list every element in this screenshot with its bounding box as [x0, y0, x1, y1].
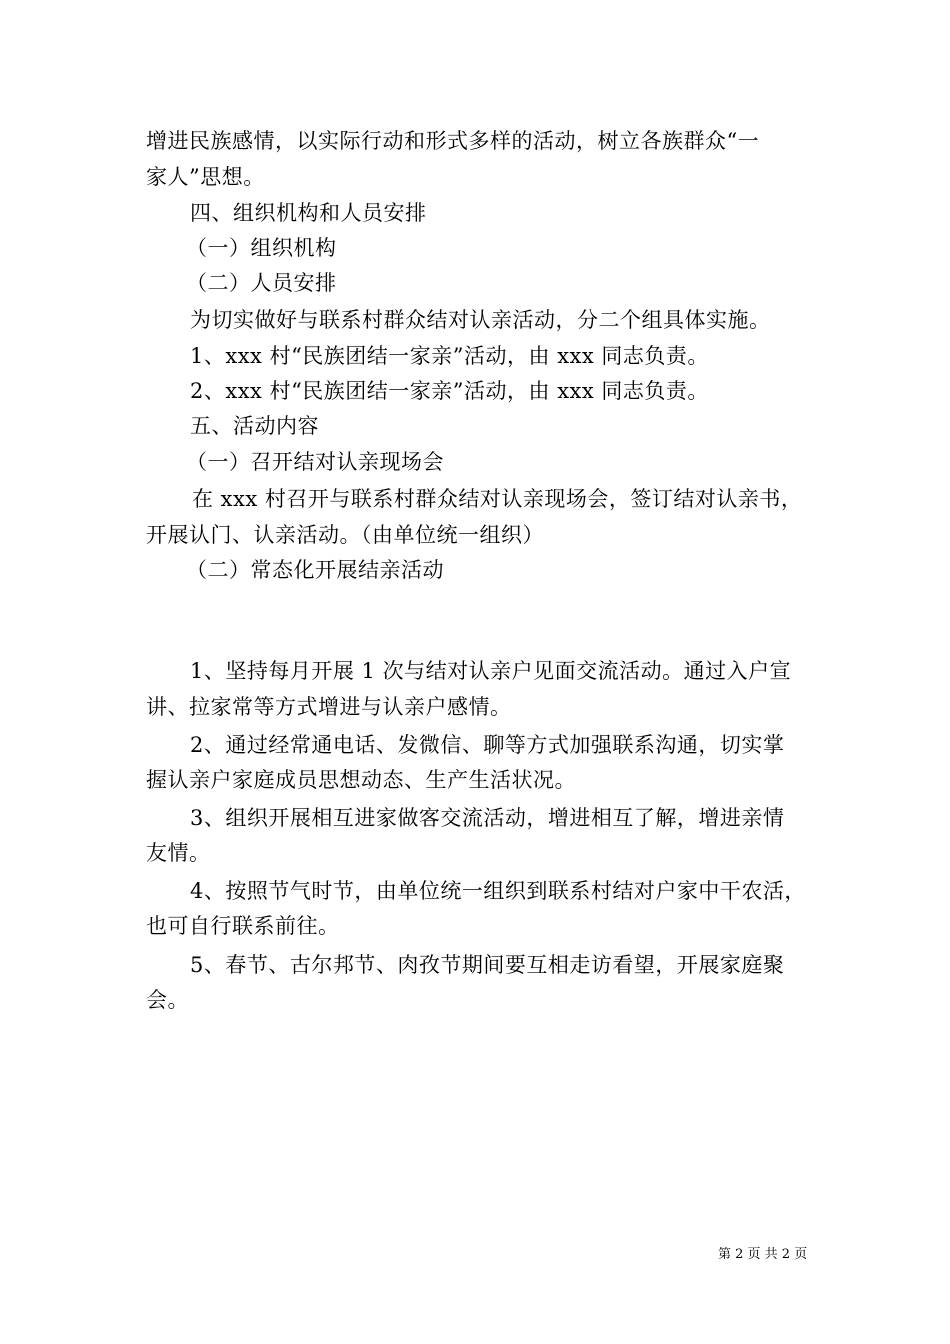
list-item: 1、xxx 村“民族团结一家亲”活动，由 xxx 同志负责。: [190, 344, 709, 368]
section-heading: 五、活动内容: [190, 414, 319, 438]
paragraph-line: 会。: [146, 988, 189, 1012]
list-item: 2、通过经常通电话、发微信、聊等方式加强联系沟通，切实掌: [190, 733, 785, 757]
paragraph-line: 友情。: [146, 841, 211, 865]
paragraph-line: 家人”思想。: [146, 165, 265, 189]
paragraph-line: 增进民族感情，以实际行动和形式多样的活动，树立各族群众“一: [146, 129, 760, 153]
paragraph-line: 讲、拉家常等方式增进与认亲户感情。: [146, 695, 512, 719]
page-number: 第 2 页 共 2 页: [718, 1247, 808, 1262]
paragraph-line: 也可自行联系前往。: [146, 914, 340, 938]
list-item: 2、xxx 村“民族团结一家亲”活动，由 xxx 同志负责。: [190, 379, 709, 403]
paragraph-line: 握认亲户家庭成员思想动态、生产生活状况。: [146, 768, 576, 792]
paragraph-line: 为切实做好与联系村群众结对认亲活动，分二个组具体实施。: [190, 308, 771, 332]
subsection-heading: （二）常态化开展结亲活动: [186, 558, 444, 582]
list-item: 5、春节、古尔邦节、肉孜节期间要互相走访看望，开展家庭聚: [190, 953, 785, 977]
subsection-heading: （一）召开结对认亲现场会: [186, 450, 444, 474]
list-item: 4、按照节气时节，由单位统一组织到联系村结对户家中干农活，: [190, 879, 806, 903]
section-heading: 四、组织机构和人员安排: [190, 201, 427, 225]
subsection-heading: （一）组织机构: [186, 236, 337, 260]
subsection-heading: （二）人员安排: [186, 271, 337, 295]
paragraph-line: 在 xxx 村召开与联系村群众结对认亲现场会，签订结对认亲书，: [192, 487, 803, 511]
list-item: 1、坚持每月开展 1 次与结对认亲户见面交流活动。通过入户宣: [190, 659, 792, 683]
paragraph-line: 开展认门、认亲活动。（由单位统一组织）: [146, 523, 544, 547]
list-item: 3、组织开展相互进家做客交流活动，增进相互了解，增进亲情: [190, 806, 785, 830]
